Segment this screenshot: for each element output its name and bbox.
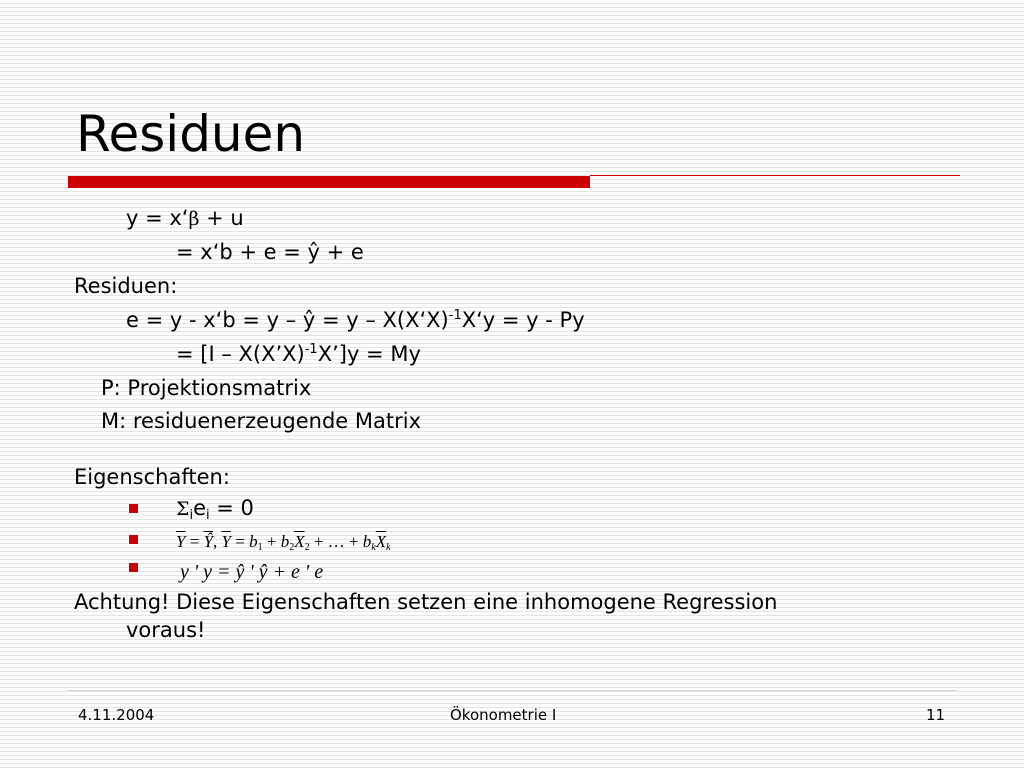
equation-residual-matrix-part2: X’]y = My — [317, 342, 421, 366]
equation-residual-part2: X‘y = y - Py — [461, 308, 585, 332]
y-bar-2: $\overline{Y}$ — [221, 532, 231, 551]
bullet-marker-3 — [129, 563, 138, 572]
equation-model — [126, 204, 244, 233]
b2-sub: 2 — [289, 542, 295, 553]
plus-dots: + … + — [309, 532, 363, 551]
equals-1: = — [185, 532, 204, 551]
footer-course: Ökonometrie I — [450, 706, 557, 724]
footer-page-number: 11 — [926, 706, 946, 724]
comma: , — [213, 532, 222, 551]
equation-residual-part1: e = y - x‘b = y – ŷ = y – X(X‘X) — [126, 308, 449, 332]
x2-bar: $\overline{X}$ — [294, 532, 305, 551]
equation-residual-matrix — [176, 340, 421, 368]
bk-sub: k — [371, 542, 376, 553]
b2: b — [280, 532, 290, 551]
equation-model-right: + u — [199, 206, 244, 230]
inverse-exponent: -1 — [448, 308, 462, 323]
y-bar: $\overline{Y}$ — [176, 532, 186, 551]
title-underline-thick — [68, 176, 590, 188]
plus-1: + — [262, 532, 281, 551]
equals-2: = — [231, 532, 250, 551]
property-sum-of-squares: y ' y = ŷ ' ŷ + e ' e — [180, 561, 324, 583]
eigenschaften-heading: Eigenschaften: — [74, 465, 230, 489]
definition-m: M: residuenerzeugende Matrix — [101, 409, 422, 433]
index-i: i — [189, 508, 194, 523]
sigma-symbol: Σ — [176, 498, 190, 520]
y-hat-bar: $\overline{Ŷ}$ — [203, 532, 214, 551]
slide-title: Residuen — [76, 105, 306, 163]
x2-sub: 2 — [304, 542, 310, 553]
b1: b — [249, 532, 258, 551]
definition-p: P: Projektionsmatrix — [101, 376, 312, 400]
equation-fitted: = x‘b + e = ŷ + e — [176, 240, 364, 264]
footer-date: 4.11.2004 — [78, 706, 155, 724]
beta-symbol: β — [188, 208, 200, 230]
equals-zero: = 0 — [209, 496, 254, 520]
equation-residual — [126, 306, 585, 334]
equation-model-left: y = x‘ — [126, 206, 189, 230]
bullet-marker-1 — [129, 504, 138, 513]
property-sum-zero — [176, 494, 254, 523]
residual-symbol: e — [193, 496, 206, 520]
index-i-2: i — [205, 508, 210, 523]
bullet-marker-2 — [129, 535, 138, 544]
equation-residual-matrix-part1: = [I – X(X’X) — [176, 342, 305, 366]
achtung-note-line1: Achtung! Diese Eigenschaften setzen eine inhomogene Regression — [74, 590, 778, 614]
xk-bar: $\overline{X}$ — [375, 532, 387, 551]
achtung-note-line2: voraus! — [126, 618, 206, 642]
b1-sub: 1 — [257, 542, 263, 553]
residuen-heading: Residuen: — [74, 274, 178, 298]
title-underline-thin — [590, 175, 960, 176]
inverse-exponent-2: -1 — [304, 342, 318, 357]
bk: b — [362, 532, 372, 551]
footer-divider — [68, 690, 956, 691]
property-mean-equation — [176, 529, 391, 555]
xk-sub: k — [386, 542, 391, 553]
